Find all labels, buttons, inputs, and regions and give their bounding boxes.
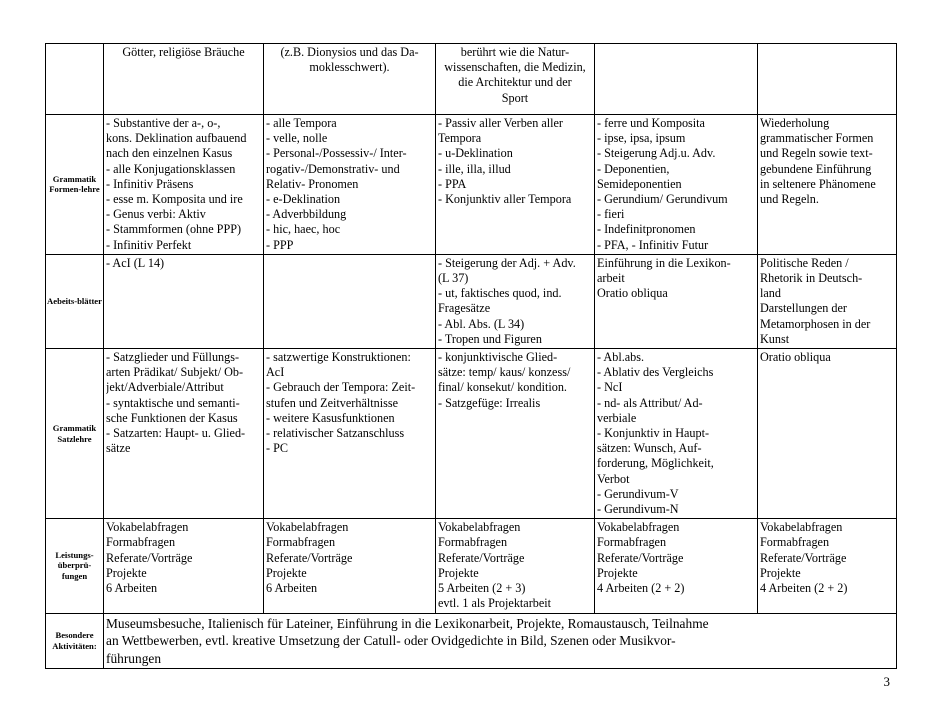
cell-line: Darstellungen der <box>760 301 847 316</box>
cell-r3-c2 <box>264 349 436 519</box>
cell-line: - PPA <box>438 176 467 191</box>
cell-line: Referate/Vorträge <box>266 550 353 565</box>
cell-line: 6 Arbeiten <box>266 581 318 596</box>
cell-line: Formabfragen <box>438 535 508 550</box>
cell-line: - satzwertige Konstruktionen: <box>266 350 411 365</box>
cell-line: - Gerundivum-N <box>597 502 679 517</box>
table-row-formenlehre <box>46 115 897 255</box>
cell-r1-c1 <box>104 115 264 255</box>
cell-line: Vokabelabfragen <box>597 520 680 535</box>
cell-line: Vokabelabfragen <box>266 520 349 535</box>
cell-r4-c4 <box>595 519 758 613</box>
cell-line: führungen <box>106 650 162 666</box>
cell-line: arbeit <box>597 271 625 286</box>
cell-line: Referate/Vorträge <box>760 550 847 565</box>
cell-r3-c3 <box>436 349 595 519</box>
cell-line: Politische Reden / <box>760 255 849 270</box>
cell-line: Referate/Vorträge <box>438 550 525 565</box>
cell-line: - syntaktische und semanti- <box>106 395 240 410</box>
cell-line: - Substantive der a-, o-, <box>106 116 221 130</box>
cell-line: Vokabelabfragen <box>760 520 843 535</box>
cell-line: moklesschwert). <box>309 60 390 75</box>
cell-line: - ut, faktisches quod, ind. <box>438 286 562 301</box>
cell-line: - Konjunktiv aller Tempora <box>438 192 572 207</box>
cell-line: Semideponentien <box>597 176 682 191</box>
cell-r3-c1 <box>104 349 264 519</box>
cell-line: Vokabelabfragen <box>438 520 521 535</box>
cell-line: Kunst <box>760 331 790 346</box>
row-header-besondere: Besondere Aktivitäten: <box>46 613 104 669</box>
cell-line: - Satzgefüge: Irrealis <box>438 395 541 410</box>
cell-line: - alle Tempora <box>266 116 337 130</box>
cell-line: - Infinitiv Präsens <box>106 176 194 191</box>
row-header-formenlehre: Grammatik Formen-lehre <box>46 115 104 255</box>
cell-line: - NcI <box>597 380 623 395</box>
cell-line: evtl. 1 als Projektarbeit <box>438 596 552 611</box>
cell-line: kons. Deklination aufbauend <box>106 131 247 146</box>
cell-line: in seltenere Phänomene <box>760 176 876 191</box>
cell-r1-c2 <box>264 115 436 255</box>
cell-line: - ferre und Komposita <box>597 116 705 130</box>
cell-r4-c5 <box>758 519 897 613</box>
page-number: 3 <box>883 674 890 689</box>
cell-line: - Adverbbildung <box>266 207 347 222</box>
cell-line: - Indefinitpronomen <box>597 222 696 237</box>
cell-line: - Stammformen (ohne PPP) <box>106 222 242 237</box>
cell-line: sche Funktionen der Kasus <box>106 410 238 425</box>
cell-line: - AcI (L 14) <box>106 255 165 270</box>
cell-line: land <box>760 286 781 301</box>
cell-line: Rhetorik in Deutsch- <box>760 271 863 286</box>
cell-line: - Tropen und Figuren <box>438 331 542 346</box>
cell-r2-c5 <box>758 254 897 348</box>
cell-r0-c3 <box>436 44 595 115</box>
cell-line: sätze: temp/ kaus/ konzess/ <box>438 365 571 380</box>
cell-line: - konjunktivische Glied- <box>438 350 558 365</box>
cell-line: - weitere Kasusfunktionen <box>266 410 395 425</box>
cell-line: Oratio obliqua <box>760 350 831 365</box>
cell-line: Verbot <box>597 471 630 486</box>
cell-line: - u-Deklination <box>438 146 513 161</box>
cell-line: (L 37) <box>438 271 469 286</box>
cell-line: die Architektur und der <box>458 75 572 90</box>
cell-line: Referate/Vorträge <box>106 550 193 565</box>
cell-line: grammatischer Formen <box>760 131 874 146</box>
cell-line: - alle Konjugationsklassen <box>106 161 236 176</box>
table-row-satzlehre <box>46 349 897 519</box>
cell-line: Projekte <box>760 565 801 580</box>
row-header-arbeitsblaetter: Aebeits-blätter <box>46 254 104 348</box>
cell-line: - Abl.abs. <box>597 350 645 365</box>
cell-line: - Ablativ des Vergleichs <box>597 365 714 380</box>
cell-line: - PPP <box>266 237 294 252</box>
cell-line: - Satzarten: Haupt- u. Glied- <box>106 426 246 441</box>
cell-line: - velle, nolle <box>266 131 328 146</box>
cell-line: - Gerundium/ Gerundivum <box>597 192 728 207</box>
cell-r1-c4 <box>595 115 758 255</box>
row-header-empty <box>46 44 104 115</box>
cell-r2-c1 <box>104 254 264 348</box>
cell-r3-c4 <box>595 349 758 519</box>
cell-line: gebundene Einführung <box>760 161 872 176</box>
cell-line: stufen und Zeitverhältnisse <box>266 395 398 410</box>
cell-r1-c3 <box>436 115 595 255</box>
cell-line: final/ konsekut/ kondition. <box>438 380 567 395</box>
cell-line: Projekte <box>106 565 147 580</box>
cell-line: - hic, haec, hoc <box>266 222 341 237</box>
cell-r3-c5 <box>758 349 897 519</box>
cell-r2-c4 <box>595 254 758 348</box>
cell-line: - Genus verbi: Aktiv <box>106 207 206 222</box>
cell-line: Götter, religiöse Bräuche <box>122 45 245 59</box>
cell-line: Oratio obliqua <box>597 286 668 301</box>
cell-line: Museumsbesuche, Italienisch für Lateiner, Einführung in die Lexikonarbeit, Projekte, Romaustausch, Teilnahme <box>106 615 709 631</box>
cell-line: wissenschaften, die Medizin, <box>444 60 586 75</box>
cell-line: Formabfragen <box>760 535 830 550</box>
cell-line: berührt wie die Natur- <box>460 45 570 59</box>
cell-line: Vokabelabfragen <box>106 520 189 535</box>
cell-line: Projekte <box>438 565 479 580</box>
cell-line: Tempora <box>438 131 482 146</box>
cell-r2-c2 <box>264 254 436 348</box>
cell-line: Fragesätze <box>438 301 491 316</box>
cell-r4-c2 <box>264 519 436 613</box>
cell-line: - Personal-/Possessiv-/ Inter- <box>266 146 407 161</box>
cell-line: verbiale <box>597 410 637 425</box>
cell-line: Sport <box>501 90 529 105</box>
cell-line: - relativischer Satzanschluss <box>266 426 405 441</box>
cell-line: - e-Deklination <box>266 192 341 207</box>
cell-line: und Regeln sowie text- <box>760 146 873 161</box>
cell-line: - Steigerung Adj.u. Adv. <box>597 146 716 161</box>
cell-r1-c5 <box>758 115 897 255</box>
cell-line: - Gebrauch der Tempora: Zeit- <box>266 380 416 395</box>
cell-line: Wiederholung <box>760 116 830 130</box>
cell-line: Projekte <box>266 565 307 580</box>
table-row-besondere <box>46 613 897 669</box>
cell-line: - Passiv aller Verben aller <box>438 116 563 130</box>
cell-line: Formabfragen <box>597 535 667 550</box>
curriculum-table <box>45 43 897 669</box>
cell-line: Projekte <box>597 565 638 580</box>
cell-line: - PFA, - Infinitiv Futur <box>597 237 709 252</box>
cell-line: - PC <box>266 441 289 456</box>
cell-line: an Wettbewerben, evtl. kreative Umsetzung der Catull- oder Ovidgedichte in Bild, Szenen oder Musikvor- <box>106 633 676 648</box>
cell-line: - nd- als Attribut/ Ad- <box>597 395 703 410</box>
cell-line: 4 Arbeiten (2 + 2) <box>760 581 848 596</box>
cell-line: - Konjunktiv in Haupt- <box>597 426 710 441</box>
cell-line: Referate/Vorträge <box>597 550 684 565</box>
cell-line: - Satzglieder und Füllungs- <box>106 350 240 365</box>
cell-r0-c5 <box>758 44 897 115</box>
cell-besondere <box>104 613 897 669</box>
table-row-topics <box>46 44 897 115</box>
row-header-satzlehre: Grammatik Satzlehre <box>46 349 104 519</box>
cell-line: sätzen: Wunsch, Auf- <box>597 441 702 456</box>
cell-line: - Deponentien, <box>597 161 670 176</box>
cell-r0-c4 <box>595 44 758 115</box>
row-header-leistungen: Leistungs-überprü-fungen <box>46 519 104 613</box>
cell-r0-c2 <box>264 44 436 115</box>
cell-line: Einführung in die Lexikon- <box>597 255 731 270</box>
cell-line: rogativ-/Demonstrativ- und <box>266 161 400 176</box>
table-row-arbeitsblaetter <box>46 254 897 348</box>
cell-line: (z.B. Dionysios und das Da- <box>280 45 419 59</box>
cell-line: nach den einzelnen Kasus <box>106 146 233 161</box>
cell-line: - ipse, ipsa, ipsum <box>597 131 686 146</box>
cell-line: - Steigerung der Adj. + Adv. <box>438 255 576 270</box>
cell-r4-c3 <box>436 519 595 613</box>
cell-line: 6 Arbeiten <box>106 581 158 596</box>
cell-line: jekt/Adverbiale/Attribut <box>106 380 224 395</box>
cell-line: AcI <box>266 365 285 380</box>
cell-line: 4 Arbeiten (2 + 2) <box>597 581 685 596</box>
cell-line: Relativ- Pronomen <box>266 176 359 191</box>
cell-line: 5 Arbeiten (2 + 3) <box>438 581 526 596</box>
cell-line: Metamorphosen in der <box>760 316 871 331</box>
cell-line: - Abl. Abs. (L 34) <box>438 316 525 331</box>
cell-line: und Regeln. <box>760 192 819 207</box>
cell-line: Formabfragen <box>266 535 336 550</box>
cell-line: - Gerundivum-V <box>597 486 679 501</box>
cell-line: - Infinitiv Perfekt <box>106 237 192 252</box>
table-row-leistungen <box>46 519 897 613</box>
cell-line: sätze <box>106 441 131 456</box>
cell-line: - ille, illa, illud <box>438 161 511 176</box>
cell-line: forderung, Möglichkeit, <box>597 456 714 471</box>
cell-line: Formabfragen <box>106 535 176 550</box>
cell-r2-c3 <box>436 254 595 348</box>
cell-line: arten Prädikat/ Subjekt/ Ob- <box>106 365 244 380</box>
cell-line: - esse m. Komposita und ire <box>106 192 243 207</box>
cell-line: - fieri <box>597 207 625 222</box>
cell-r0-c1 <box>104 44 264 115</box>
cell-r4-c1 <box>104 519 264 613</box>
